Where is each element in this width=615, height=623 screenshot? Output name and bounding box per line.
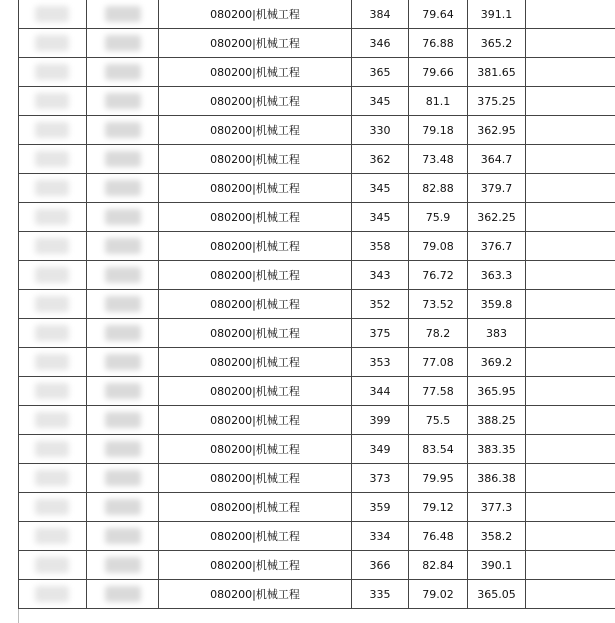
redacted-id-cell[interactable] — [87, 145, 159, 174]
redaction-blur — [105, 122, 141, 138]
redaction-blur — [35, 6, 69, 22]
total-cell[interactable]: 363.3 — [468, 261, 526, 290]
redacted-name-cell[interactable] — [19, 174, 87, 203]
redacted-id-cell[interactable] — [87, 464, 159, 493]
score1-cell[interactable]: 399 — [352, 406, 409, 435]
major-cell[interactable]: 080200|机械工程 — [159, 145, 352, 174]
total-cell[interactable]: 383.35 — [468, 435, 526, 464]
score1-cell[interactable]: 384 — [352, 0, 409, 29]
table-row — [19, 551, 615, 580]
redacted-id-cell[interactable] — [87, 551, 159, 580]
redaction-blur — [35, 122, 69, 138]
table-row — [19, 348, 615, 377]
major-cell[interactable]: 080200|机械工程 — [159, 0, 352, 29]
major-cell[interactable]: 080200|机械工程 — [159, 319, 352, 348]
score1-cell[interactable]: 349 — [352, 435, 409, 464]
total-cell[interactable]: 365.2 — [468, 29, 526, 58]
score-table — [18, 0, 615, 609]
score2-cell[interactable]: 73.52 — [409, 290, 468, 319]
redacted-name-cell[interactable] — [19, 58, 87, 87]
score2-cell[interactable]: 76.88 — [409, 29, 468, 58]
redacted-id-cell[interactable] — [87, 116, 159, 145]
redaction-blur — [105, 557, 141, 573]
score2-cell[interactable]: 82.84 — [409, 551, 468, 580]
redacted-name-cell[interactable] — [19, 232, 87, 261]
total-cell[interactable]: 375.25 — [468, 87, 526, 116]
score1-cell[interactable]: 362 — [352, 145, 409, 174]
total-cell[interactable]: 386.38 — [468, 464, 526, 493]
redacted-id-cell[interactable] — [87, 406, 159, 435]
score1-cell[interactable]: 373 — [352, 464, 409, 493]
empty-cell[interactable] — [526, 377, 615, 406]
major-cell[interactable]: 080200|机械工程 — [159, 551, 352, 580]
redacted-name-cell[interactable] — [19, 116, 87, 145]
total-cell[interactable]: 388.25 — [468, 406, 526, 435]
total-cell[interactable]: 377.3 — [468, 493, 526, 522]
empty-cell[interactable] — [526, 551, 615, 580]
redacted-name-cell[interactable] — [19, 348, 87, 377]
redaction-blur — [105, 412, 141, 428]
redaction-blur — [105, 586, 141, 602]
major-cell[interactable]: 080200|机械工程 — [159, 29, 352, 58]
empty-cell[interactable] — [526, 580, 615, 609]
redaction-blur — [35, 325, 69, 341]
major-cell[interactable]: 080200|机械工程 — [159, 203, 352, 232]
score2-cell[interactable]: 79.12 — [409, 493, 468, 522]
score2-cell[interactable]: 73.48 — [409, 145, 468, 174]
score1-cell[interactable]: 346 — [352, 29, 409, 58]
redacted-id-cell[interactable] — [87, 580, 159, 609]
score1-cell[interactable]: 366 — [352, 551, 409, 580]
redacted-name-cell[interactable] — [19, 319, 87, 348]
table-row — [19, 493, 615, 522]
redaction-blur — [105, 383, 141, 399]
redacted-name-cell[interactable] — [19, 406, 87, 435]
redaction-blur — [35, 35, 69, 51]
redaction-blur — [35, 412, 69, 428]
redaction-blur — [105, 93, 141, 109]
score1-cell[interactable]: 358 — [352, 232, 409, 261]
score1-cell[interactable]: 365 — [352, 58, 409, 87]
score2-cell[interactable]: 79.02 — [409, 580, 468, 609]
redacted-id-cell[interactable] — [87, 0, 159, 29]
table-row — [19, 116, 615, 145]
empty-cell[interactable] — [526, 29, 615, 58]
redaction-blur — [35, 267, 69, 283]
table-row — [19, 377, 615, 406]
redacted-name-cell[interactable] — [19, 493, 87, 522]
redacted-name-cell[interactable] — [19, 145, 87, 174]
redacted-name-cell[interactable] — [19, 377, 87, 406]
table-row — [19, 464, 615, 493]
redacted-name-cell[interactable] — [19, 29, 87, 58]
major-cell[interactable]: 080200|机械工程 — [159, 435, 352, 464]
table-row — [19, 58, 615, 87]
empty-cell[interactable] — [526, 348, 615, 377]
table-row — [19, 232, 615, 261]
redacted-id-cell[interactable] — [87, 87, 159, 116]
redaction-blur — [35, 499, 69, 515]
empty-cell[interactable] — [526, 406, 615, 435]
redaction-blur — [105, 209, 141, 225]
table-row — [19, 522, 615, 551]
major-cell[interactable]: 080200|机械工程 — [159, 116, 352, 145]
redacted-id-cell[interactable] — [87, 261, 159, 290]
total-cell[interactable]: 359.8 — [468, 290, 526, 319]
score2-cell[interactable]: 76.48 — [409, 522, 468, 551]
score1-cell[interactable]: 353 — [352, 348, 409, 377]
empty-cell[interactable] — [526, 145, 615, 174]
redacted-name-cell[interactable] — [19, 203, 87, 232]
major-cell[interactable]: 080200|机械工程 — [159, 87, 352, 116]
redaction-blur — [35, 354, 69, 370]
redaction-blur — [105, 470, 141, 486]
redacted-id-cell[interactable] — [87, 29, 159, 58]
redaction-blur — [105, 64, 141, 80]
redaction-blur — [35, 586, 69, 602]
score2-cell[interactable]: 75.5 — [409, 406, 468, 435]
major-cell[interactable]: 080200|机械工程 — [159, 580, 352, 609]
table-row — [19, 145, 615, 174]
empty-cell[interactable] — [526, 319, 615, 348]
redaction-blur — [105, 6, 141, 22]
redacted-id-cell[interactable] — [87, 377, 159, 406]
total-cell[interactable]: 362.25 — [468, 203, 526, 232]
total-cell[interactable]: 365.95 — [468, 377, 526, 406]
redaction-blur — [105, 325, 141, 341]
total-cell[interactable]: 383 — [468, 319, 526, 348]
redaction-blur — [35, 64, 69, 80]
total-cell[interactable]: 362.95 — [468, 116, 526, 145]
redaction-blur — [35, 528, 69, 544]
empty-cell[interactable] — [526, 203, 615, 232]
redaction-blur — [105, 528, 141, 544]
score1-cell[interactable]: 343 — [352, 261, 409, 290]
empty-cell[interactable] — [526, 493, 615, 522]
table-row — [19, 0, 615, 29]
score1-cell[interactable]: 345 — [352, 174, 409, 203]
redacted-name-cell[interactable] — [19, 522, 87, 551]
empty-cell[interactable] — [526, 174, 615, 203]
redacted-id-cell[interactable] — [87, 174, 159, 203]
major-cell[interactable]: 080200|机械工程 — [159, 464, 352, 493]
score2-cell[interactable]: 79.08 — [409, 232, 468, 261]
redaction-blur — [105, 267, 141, 283]
score-table-body — [19, 0, 615, 609]
redaction-blur — [105, 35, 141, 51]
redacted-name-cell[interactable] — [19, 261, 87, 290]
major-cell[interactable]: 080200|机械工程 — [159, 58, 352, 87]
redacted-name-cell[interactable] — [19, 580, 87, 609]
table-row — [19, 435, 615, 464]
redaction-blur — [105, 296, 141, 312]
empty-cell[interactable] — [526, 435, 615, 464]
score2-cell[interactable]: 79.18 — [409, 116, 468, 145]
redaction-blur — [35, 238, 69, 254]
redacted-id-cell[interactable] — [87, 290, 159, 319]
redaction-blur — [105, 499, 141, 515]
empty-cell[interactable] — [526, 58, 615, 87]
redacted-id-cell[interactable] — [87, 522, 159, 551]
redaction-blur — [105, 238, 141, 254]
redaction-blur — [35, 470, 69, 486]
table-row — [19, 87, 615, 116]
redacted-id-cell[interactable] — [87, 58, 159, 87]
redaction-blur — [35, 441, 69, 457]
major-cell[interactable]: 080200|机械工程 — [159, 348, 352, 377]
major-cell[interactable]: 080200|机械工程 — [159, 261, 352, 290]
score2-cell[interactable]: 82.88 — [409, 174, 468, 203]
redaction-blur — [105, 354, 141, 370]
redacted-id-cell[interactable] — [87, 493, 159, 522]
table-row — [19, 203, 615, 232]
redacted-name-cell[interactable] — [19, 435, 87, 464]
redacted-name-cell[interactable] — [19, 0, 87, 29]
major-cell[interactable]: 080200|机械工程 — [159, 377, 352, 406]
table-row — [19, 406, 615, 435]
score2-cell[interactable]: 77.58 — [409, 377, 468, 406]
empty-cell[interactable] — [526, 464, 615, 493]
score1-cell[interactable]: 334 — [352, 522, 409, 551]
redacted-name-cell[interactable] — [19, 290, 87, 319]
score1-cell[interactable]: 335 — [352, 580, 409, 609]
score2-cell[interactable]: 78.2 — [409, 319, 468, 348]
major-cell[interactable]: 080200|机械工程 — [159, 406, 352, 435]
redaction-blur — [35, 180, 69, 196]
score1-cell[interactable]: 352 — [352, 290, 409, 319]
empty-cell[interactable] — [526, 232, 615, 261]
redaction-blur — [35, 557, 69, 573]
major-cell[interactable]: 080200|机械工程 — [159, 290, 352, 319]
major-cell[interactable]: 080200|机械工程 — [159, 493, 352, 522]
redacted-id-cell[interactable] — [87, 348, 159, 377]
total-cell[interactable]: 358.2 — [468, 522, 526, 551]
score2-cell[interactable]: 77.08 — [409, 348, 468, 377]
redaction-blur — [35, 93, 69, 109]
redaction-blur — [35, 296, 69, 312]
empty-cell[interactable] — [526, 290, 615, 319]
score1-cell[interactable]: 344 — [352, 377, 409, 406]
score1-cell[interactable]: 375 — [352, 319, 409, 348]
total-cell[interactable]: 381.65 — [468, 58, 526, 87]
redacted-id-cell[interactable] — [87, 435, 159, 464]
total-cell[interactable]: 365.05 — [468, 580, 526, 609]
score2-cell[interactable]: 75.9 — [409, 203, 468, 232]
total-cell[interactable]: 390.1 — [468, 551, 526, 580]
major-cell[interactable]: 080200|机械工程 — [159, 232, 352, 261]
empty-cell[interactable] — [526, 261, 615, 290]
redacted-id-cell[interactable] — [87, 319, 159, 348]
empty-cell[interactable] — [526, 116, 615, 145]
redaction-blur — [35, 151, 69, 167]
table-row — [19, 580, 615, 609]
redacted-id-cell[interactable] — [87, 232, 159, 261]
left-margin — [0, 0, 19, 623]
redaction-blur — [105, 441, 141, 457]
redacted-name-cell[interactable] — [19, 464, 87, 493]
score2-cell[interactable]: 79.64 — [409, 0, 468, 29]
score2-cell[interactable]: 79.95 — [409, 464, 468, 493]
redacted-name-cell[interactable] — [19, 87, 87, 116]
table-row — [19, 319, 615, 348]
table-row — [19, 290, 615, 319]
redaction-blur — [35, 383, 69, 399]
table-row — [19, 261, 615, 290]
total-cell[interactable]: 364.7 — [468, 145, 526, 174]
table-row — [19, 29, 615, 58]
total-cell[interactable]: 379.7 — [468, 174, 526, 203]
redaction-blur — [105, 151, 141, 167]
score2-cell[interactable]: 76.72 — [409, 261, 468, 290]
major-cell[interactable]: 080200|机械工程 — [159, 522, 352, 551]
major-cell[interactable]: 080200|机械工程 — [159, 174, 352, 203]
redaction-blur — [35, 209, 69, 225]
empty-cell[interactable] — [526, 87, 615, 116]
score2-cell[interactable]: 81.1 — [409, 87, 468, 116]
score1-cell[interactable]: 330 — [352, 116, 409, 145]
score1-cell[interactable]: 345 — [352, 203, 409, 232]
empty-cell[interactable] — [526, 0, 615, 29]
table-row — [19, 174, 615, 203]
score1-cell[interactable]: 345 — [352, 87, 409, 116]
total-cell[interactable]: 376.7 — [468, 232, 526, 261]
redaction-blur — [105, 180, 141, 196]
empty-cell[interactable] — [526, 522, 615, 551]
total-cell[interactable]: 369.2 — [468, 348, 526, 377]
redacted-id-cell[interactable] — [87, 203, 159, 232]
score1-cell[interactable]: 359 — [352, 493, 409, 522]
score2-cell[interactable]: 83.54 — [409, 435, 468, 464]
redacted-name-cell[interactable] — [19, 551, 87, 580]
total-cell[interactable]: 391.1 — [468, 0, 526, 29]
score2-cell[interactable]: 79.66 — [409, 58, 468, 87]
